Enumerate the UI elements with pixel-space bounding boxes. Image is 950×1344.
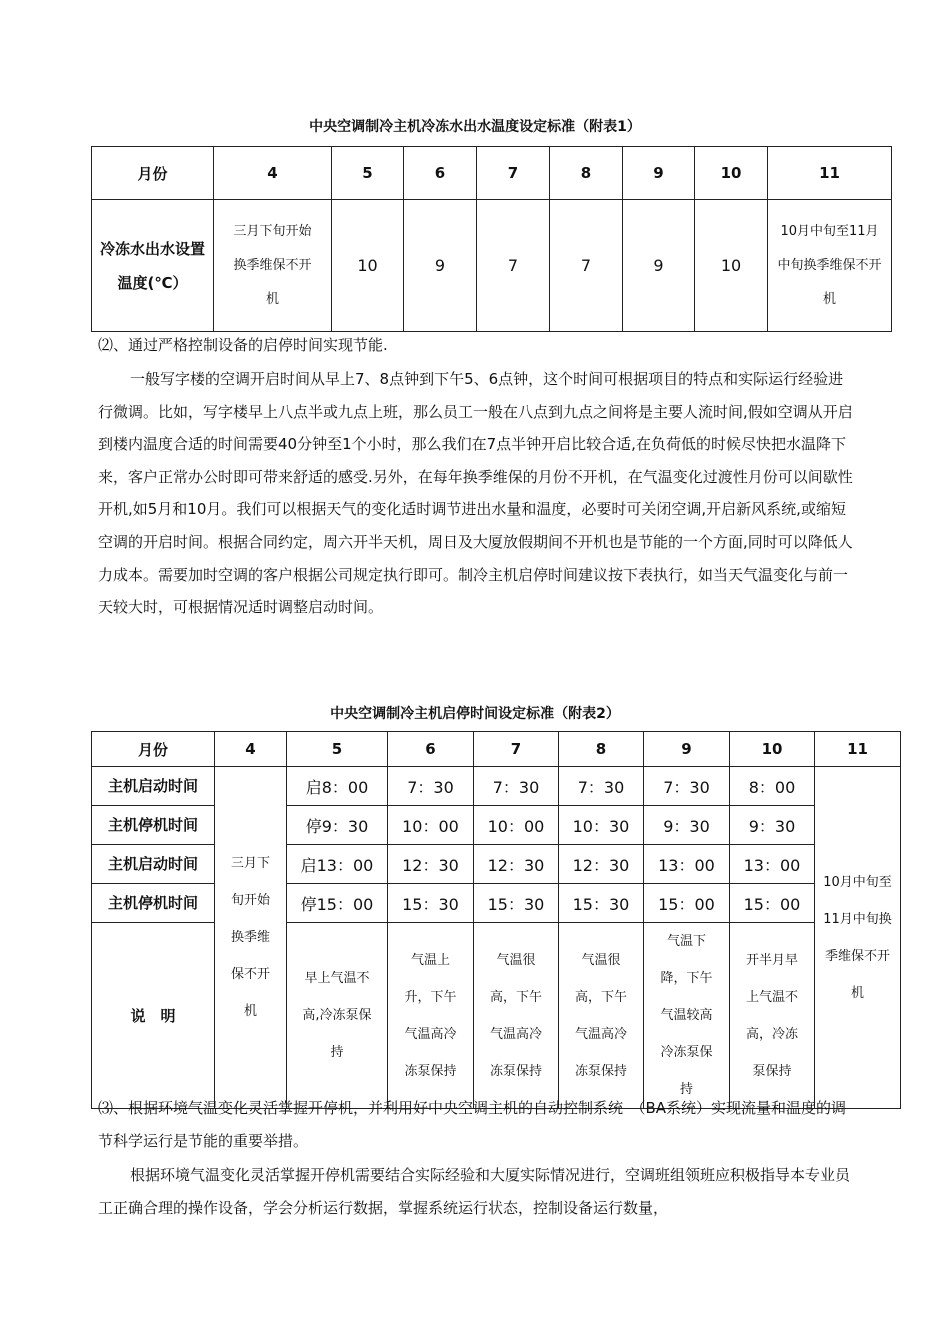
table2-row bbox=[92, 806, 901, 845]
table1-cell: 9 bbox=[404, 200, 477, 332]
table2-header-cell: 月份 bbox=[92, 732, 215, 767]
table2-header-cell: 10 bbox=[730, 732, 815, 767]
paragraph-3: ⑶、根据环境气温变化灵活掌握开停机，并利用好中央空调主机的自动控制系统 （BA系统）实现流量和温度的调节科学运行是节能的重要举措。 bbox=[98, 1099, 847, 1150]
table1-cell: 三月下旬开始换季维保不开机 bbox=[214, 200, 332, 332]
table2-header-cell: 6 bbox=[388, 732, 474, 767]
table1-header-cell: 6 bbox=[404, 147, 477, 200]
table1-header-cell: 月份 bbox=[92, 147, 214, 200]
table2-row bbox=[92, 767, 901, 806]
table1-cell: 10月中旬至11月中旬换季维保不开机 bbox=[768, 200, 892, 332]
table2-header-cell: 11 bbox=[815, 732, 901, 767]
table2-row-label: 主机启动时间 bbox=[92, 767, 215, 806]
table2-cell: 7：30 bbox=[388, 767, 474, 806]
table1-header-cell: 8 bbox=[550, 147, 623, 200]
table2-row-label: 主机启动时间 bbox=[92, 845, 215, 884]
table1-cell: 7 bbox=[550, 200, 623, 332]
table1-title: 中央空调制冷主机冷冻水出水温度设定标准（附表1） bbox=[309, 119, 641, 135]
table2-cell: 12：30 bbox=[559, 845, 644, 884]
table1-row-label: 冷冻水出水设置温度(℃） bbox=[92, 200, 214, 332]
table2-cell: 启8：00 bbox=[287, 767, 388, 806]
table2-header-cell: 7 bbox=[474, 732, 559, 767]
table1-header-cell: 5 bbox=[332, 147, 404, 200]
table2-cell: 13：00 bbox=[644, 845, 730, 884]
table1-header-cell: 9 bbox=[623, 147, 695, 200]
table2-cell: 10：00 bbox=[388, 806, 474, 845]
table2-note-label: 说 明 bbox=[92, 923, 215, 1109]
table2-header-row bbox=[92, 732, 901, 767]
table2-note-row bbox=[92, 923, 901, 1109]
table2-cell: 8：00 bbox=[730, 767, 815, 806]
table2-note: 早上气温不高,冷冻泵保持 bbox=[287, 923, 388, 1109]
table2-cell: 7：30 bbox=[644, 767, 730, 806]
table1 bbox=[91, 146, 892, 332]
paragraph-body: 一般写字楼的空调开启时间从早上7、8点钟到下午5、6点钟，这个时间可根据项目的特点和实际运行经验进行微调。比如，写字楼早上八点半或九点上班，那么员工一般在八点到九点之间将是主要人流时间,假如空调从开启到楼内温度合适的时间需要40分钟至1个小时，那么我们在7点半钟开启比较合适,在负荷低的时候尽快把水温降下来，客户正常办公时即可带来舒适的感受.另外，在每年换季维保的月份不开机，在气温变化过渡性月份可以间歇性开机,如5月和10月。我们可以根据天气的变化适时调节进出水量和温度，必要时可关闭空调,开启新风系统,或缩短空调的开启时间。根据合同约定，周六开半天机，周日及大厦放假期间不开机也是节能的一个方面,同时可以降低人力成本。需要加时空调的客户根据公司规定执行即可。制冷主机启停时间建议按下表执行，如当天气温变化与前一天较大时，可根据情况适时调整启动时间。 bbox=[98, 370, 853, 617]
table2-cell: 15：30 bbox=[474, 884, 559, 923]
table1-header-cell: 7 bbox=[477, 147, 550, 200]
table2-cell: 10：00 bbox=[474, 806, 559, 845]
table2-header-cell: 4 bbox=[215, 732, 287, 767]
table2-cell: 15：00 bbox=[644, 884, 730, 923]
table2-row-label: 主机停机时间 bbox=[92, 884, 215, 923]
table2-header-cell: 5 bbox=[287, 732, 388, 767]
table1-header-cell: 10 bbox=[695, 147, 768, 200]
table2-cell: 停9：30 bbox=[287, 806, 388, 845]
table2-cell: 7：30 bbox=[474, 767, 559, 806]
table2-cell: 9：30 bbox=[730, 806, 815, 845]
table2-cell: 15：00 bbox=[730, 884, 815, 923]
table2-note: 气温下降，下午气温较高冷冻泵保持 bbox=[644, 923, 730, 1109]
table1-header-row bbox=[92, 147, 892, 200]
table2 bbox=[91, 731, 901, 1109]
table2-note: 气温很高，下午气温高冷冻泵保持 bbox=[474, 923, 559, 1109]
table2-cell: 15：30 bbox=[388, 884, 474, 923]
table2-row bbox=[92, 884, 901, 923]
table1-cell: 7 bbox=[477, 200, 550, 332]
table1-header-cell: 11 bbox=[768, 147, 892, 200]
table2-month4-note: 三月下旬开始换季维保不开机 bbox=[215, 767, 287, 1109]
paragraph-2: ⑵、通过严格控制设备的启停时间实现节能. bbox=[98, 336, 388, 354]
table2-cell: 启13：00 bbox=[287, 845, 388, 884]
table2-cell: 9：30 bbox=[644, 806, 730, 845]
table2-cell: 12：30 bbox=[388, 845, 474, 884]
table2-header-cell: 9 bbox=[644, 732, 730, 767]
table1-cell: 10 bbox=[332, 200, 404, 332]
table2-month11-note: 10月中旬至11月中旬换季维保不开机 bbox=[815, 767, 901, 1109]
table2-row bbox=[92, 845, 901, 884]
table1-header-cell: 4 bbox=[214, 147, 332, 200]
table2-cell: 停15：00 bbox=[287, 884, 388, 923]
table2-cell: 7：30 bbox=[559, 767, 644, 806]
table2-row-label: 主机停机时间 bbox=[92, 806, 215, 845]
table2-cell: 10：30 bbox=[559, 806, 644, 845]
table2-cell: 13：00 bbox=[730, 845, 815, 884]
table2-note: 气温很高，下午气温高冷冻泵保持 bbox=[559, 923, 644, 1109]
table1-cell: 10 bbox=[695, 200, 768, 332]
table2-note: 气温上升，下午气温高冷冻泵保持 bbox=[388, 923, 474, 1109]
table2-header-cell: 8 bbox=[559, 732, 644, 767]
table2-cell: 15：30 bbox=[559, 884, 644, 923]
table2-note: 开半月早上气温不高，冷冻泵保持 bbox=[730, 923, 815, 1109]
paragraph-body-2: 根据环境气温变化灵活掌握开停机需要结合实际经验和大厦实际情况进行，空调班组领班应积极指导本专业员工正确合理的操作设备，学会分析运行数据，掌握系统运行状态，控制设备运行数量， bbox=[98, 1166, 851, 1217]
table2-title: 中央空调制冷主机启停时间设定标准（附表2） bbox=[330, 706, 620, 722]
table2-cell: 12：30 bbox=[474, 845, 559, 884]
table1-cell: 9 bbox=[623, 200, 695, 332]
table1-data-row bbox=[92, 200, 892, 332]
